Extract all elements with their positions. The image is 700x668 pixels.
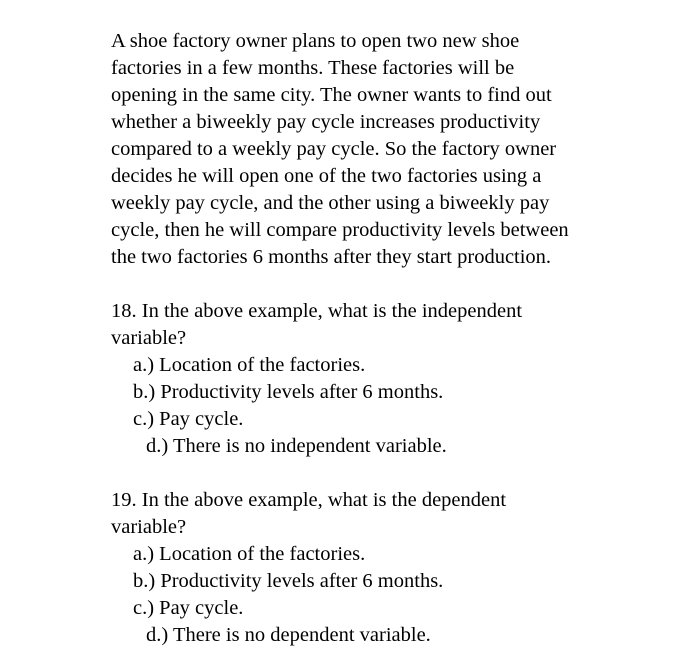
answer-options — [111, 352, 671, 460]
document-body — [111, 28, 671, 649]
question-prompt: variable? — [111, 516, 187, 538]
question-19 — [111, 487, 671, 649]
passage-line: weekly pay cycle, and the other using a biweekly pay — [111, 192, 550, 214]
question-prompt: 18. In the above example, what is the independent — [111, 300, 523, 322]
passage-line: A shoe factory owner plans to open two new shoe — [111, 30, 520, 52]
option-b[interactable]: b.) Productivity levels after 6 months. — [133, 381, 444, 403]
passage-line: compared to a weekly pay cycle. So the factory owner — [111, 138, 557, 160]
answer-options — [111, 541, 671, 649]
passage-line: the two factories 6 months after they start production. — [111, 246, 552, 268]
option-b[interactable]: b.) Productivity levels after 6 months. — [133, 570, 444, 592]
passage-line: decides he will open one of the two factories using a — [111, 165, 542, 187]
option-c[interactable]: c.) Pay cycle. — [133, 597, 244, 619]
scenario-passage — [111, 28, 671, 271]
passage-line: cycle, then he will compare productivity levels between — [111, 219, 569, 241]
option-a[interactable]: a.) Location of the factories. — [133, 543, 366, 565]
option-a[interactable]: a.) Location of the factories. — [133, 354, 366, 376]
option-c[interactable]: c.) Pay cycle. — [133, 408, 244, 430]
passage-line: whether a biweekly pay cycle increases productivity — [111, 111, 541, 133]
question-prompt: variable? — [111, 327, 187, 349]
question-18 — [111, 298, 671, 460]
passage-line: factories in a few months. These factories will be — [111, 57, 515, 79]
option-d[interactable]: d.) There is no independent variable. — [146, 435, 447, 457]
question-prompt: 19. In the above example, what is the dependent — [111, 489, 507, 511]
passage-line: opening in the same city. The owner wants to find out — [111, 84, 552, 106]
option-d[interactable]: d.) There is no dependent variable. — [146, 624, 431, 646]
